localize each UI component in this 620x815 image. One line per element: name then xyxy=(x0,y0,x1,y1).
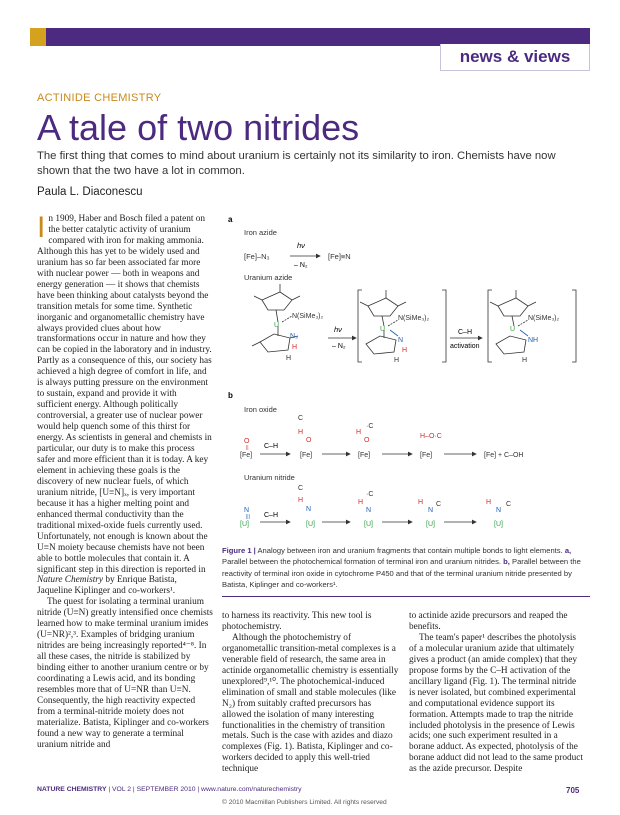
caption-b-text: Parallel between the reactivity of terminal iron oxide in cytochrome P450 and that of the terminal uranium nitride presented by Batista, Kiplinger and co-workers¹. xyxy=(222,557,581,589)
iron-azide-label: Iron azide xyxy=(244,228,277,237)
atom-uranium: U xyxy=(510,326,516,333)
header-accent-block xyxy=(30,28,46,46)
figure-caption xyxy=(222,545,590,590)
fe-fragment: [Fe] xyxy=(240,452,253,459)
journal-name: Nature Chemistry xyxy=(37,575,104,586)
minus-n2-label: – N₂ xyxy=(294,262,308,269)
atom-o: O xyxy=(244,438,250,445)
caption-label: Figure 1 | xyxy=(222,546,256,555)
caption-b-label: b, xyxy=(503,557,510,567)
ch-label: C–H xyxy=(264,512,279,519)
atom-n: N xyxy=(428,507,434,514)
article-title: A tale of two nitrides xyxy=(37,107,360,148)
ch-label: C–H xyxy=(264,443,279,450)
amide-ligand: N(SiMe₃)₂ xyxy=(528,315,560,322)
copyright-notice: © 2010 Macmillan Publishers Limited. All rights reserved xyxy=(222,799,387,806)
figure-1 xyxy=(222,212,592,542)
carbon-radical: ·C xyxy=(366,423,374,430)
u-fragment: [U] xyxy=(364,521,373,528)
body-column-3 xyxy=(409,611,584,775)
atom-n: N xyxy=(366,507,372,514)
carbon-radical: ·C xyxy=(366,491,374,498)
paragraph: The quest for isolating a terminal uranium nitride (U≡N) greatly intensified once chemists learned how to make terminal uranium imides (U=NR)²,³. Examples of bridging uranium nitrides are being increasingly reported⁴⁻⁸. In all these cases, the nitride is stabilized by binding either to another uranium centre or by coordinating a Lewis acid, and its bonding resembles more that of U=NR than U≡N. Consequently, the high reactivity expected from a terminal-nitride moiety does not materialize. Batista, Kiplinger and co-workers found a new way to generate a terminal uranium nitride and xyxy=(37,597,213,750)
azide-n3: N₃ xyxy=(290,333,298,340)
hv-label: hν xyxy=(334,325,342,334)
atom-h: H xyxy=(286,355,292,362)
atom-n: N xyxy=(244,507,250,514)
article-author: Paula L. Diaconescu xyxy=(37,186,143,198)
body-column-2 xyxy=(222,611,400,775)
atom-c: C xyxy=(506,501,512,508)
atom-n: N xyxy=(398,337,404,344)
fe-product: [Fe] + C–OH xyxy=(484,452,524,459)
u-fragment: [U] xyxy=(494,521,503,528)
atom-h: H xyxy=(402,347,408,354)
journal-title: NATURE CHEMISTRY xyxy=(37,786,107,793)
atom-uranium: U xyxy=(274,322,280,329)
atom-h: H xyxy=(292,344,298,351)
fe-fragment: [Fe] xyxy=(358,452,371,459)
hydroxyl-carbon: H–O·C xyxy=(420,433,442,440)
amide-ligand: N(SiMe₃)₂ xyxy=(398,315,430,322)
page-number: 705 xyxy=(566,786,580,795)
atom-o: O xyxy=(364,437,370,444)
fe-fragment: [Fe] xyxy=(300,452,313,459)
ch-label: C–H xyxy=(458,329,473,336)
u-fragment: [U] xyxy=(240,521,249,528)
fe-azide: [Fe]–N₃ xyxy=(244,252,270,261)
article-standfirst: The first thing that comes to mind about uranium is certainly not its similarity to iron. Chemists have now shown that the two have a lot in common. xyxy=(37,150,556,177)
caption-a-text: Parallel between the photochemical formation of terminal iron and uranium nitrides. xyxy=(222,557,502,567)
activation-label: activation xyxy=(450,343,480,350)
uranium-nitride-label: Uranium nitride xyxy=(244,473,295,482)
paragraph: Although the photochemistry of organometallic transition-metal complexes is a venerable field of research, the same area in actinide organometallic chemistry is essentially unexplored⁹,¹⁰. The photochemical-induced elimination of small and stable molecules (like N₂) from suitably crafted precursors has allowed the isolation of many interesting functionalities in the chemistry of transition metals. Such is the case with azides and diazo complexes (Fig. 1). Batista, Kiplinger and co-workers decided to apply this well-tried technique xyxy=(222,632,399,775)
paragraph: to actinide azide precursors and reaped the benefits. xyxy=(409,611,568,632)
body-column-1 xyxy=(37,211,213,751)
footer-info: | VOL 2 | SEPTEMBER 2010 | www.nature.com/naturechemistry xyxy=(108,786,302,793)
paragraph-tail: by Enrique Batista, Jaqueline Kiplinger and co-workers¹. xyxy=(37,575,177,597)
amide-ligand: N(SiMe₃)₂ xyxy=(292,313,324,320)
minus-n2-label: – N₂ xyxy=(332,343,346,350)
caption-a-label: a, xyxy=(564,546,572,555)
page-footer xyxy=(37,786,302,793)
atom-h: H xyxy=(486,499,492,506)
atom-n: N xyxy=(496,507,502,514)
panel-a-label: a xyxy=(228,215,233,224)
atom-h: H xyxy=(298,497,304,504)
atom-o: O xyxy=(306,437,312,444)
section-tab[interactable]: news & views xyxy=(440,44,590,71)
figure-divider xyxy=(222,596,590,597)
atom-uranium: U xyxy=(380,326,386,333)
triple-bond: ||| xyxy=(246,514,250,520)
panel-b-label: b xyxy=(228,391,233,400)
double-bond: || xyxy=(246,445,249,451)
atom-n: N xyxy=(306,506,312,513)
atom-h: H xyxy=(356,429,362,436)
atom-h: H xyxy=(358,499,364,506)
atom-h: H xyxy=(298,429,304,436)
uranium-azide-label: Uranium azide xyxy=(244,273,293,282)
iron-oxide-label: Iron oxide xyxy=(244,405,277,414)
atom-c: C xyxy=(436,501,442,508)
u-fragment: [U] xyxy=(306,521,315,528)
paragraph: The team's paper¹ describes the photolysis of a molecular uranium azide that ultimately gives a product (an amide complex) that they propose forms by the C–H activation of the ancillary ligand (Fig. 1). The terminal nitride is never isolated, but combined experimental and computational evidence support its formation. Attempts made to trap the nitride included photolysis in the presence of Lewis acids; one such experiment resulted in a borane adduct. As expected, photolysis of the borane adduct did not lead to the same product as the azide precursor. Despite xyxy=(409,632,584,775)
u-fragment: [U] xyxy=(426,521,435,528)
article-kicker: ACTINIDE CHEMISTRY xyxy=(37,92,162,104)
atom-h: H xyxy=(522,357,528,364)
amide-product xyxy=(488,290,576,362)
caption-text: Analogy between iron and uranium fragments that contain multiple bonds to light elements. xyxy=(257,546,563,555)
atom-h: H xyxy=(394,357,400,364)
atom-c: C xyxy=(298,415,304,422)
fe-fragment: [Fe] xyxy=(420,452,433,459)
paragraph: n 1909, Haber and Bosch filed a patent on the better catalytic activity of uranium compared with iron for making ammonia. Although this has yet to be widely used and uranium has so far been associated far more with nuclear power — both in weapons and energy generation — it shows that chemists have been thinking about catalysts beyond the transition metals for some time. Synthetic inorganic and organometallic chemistry have always provided clues about how transformations occur in nature and how they can be copied in the laboratory and in industry. Partly as a consequence of this, our society has achieved a high degree of comfort in life, and is always putting pressure on the environment to sustain, expand and provide it with sufficient energy. Although politically controversial, a greater use of nuclear power would help quench some of this thirst for energy. As scientists in general and chemists in particular, our duty is to make this process safer and more efficient than it is today. A key element in achieving these goals is the discovery of new nuclear fuels, of which uranium nitride, [U≡N]ₓ, is very important because it has a higher melting point and enhanced thermal conductivity than the traditional mixed-oxide fuels currently used. Unfortunately, not enough is known about the U≡N moiety because chemists have not been able to bottle molecules that contain it. A significant step in this direction is reported in xyxy=(37,214,212,575)
hv-label: hν xyxy=(297,241,305,250)
fe-nitride: [Fe]≡N xyxy=(328,252,351,261)
paragraph: to harness its reactivity. This new tool is photochemistry. xyxy=(222,611,372,632)
drop-cap: I xyxy=(37,211,46,244)
atom-c: C xyxy=(298,485,304,492)
nh-group: NH xyxy=(528,337,539,344)
atom-h: H xyxy=(418,499,424,506)
